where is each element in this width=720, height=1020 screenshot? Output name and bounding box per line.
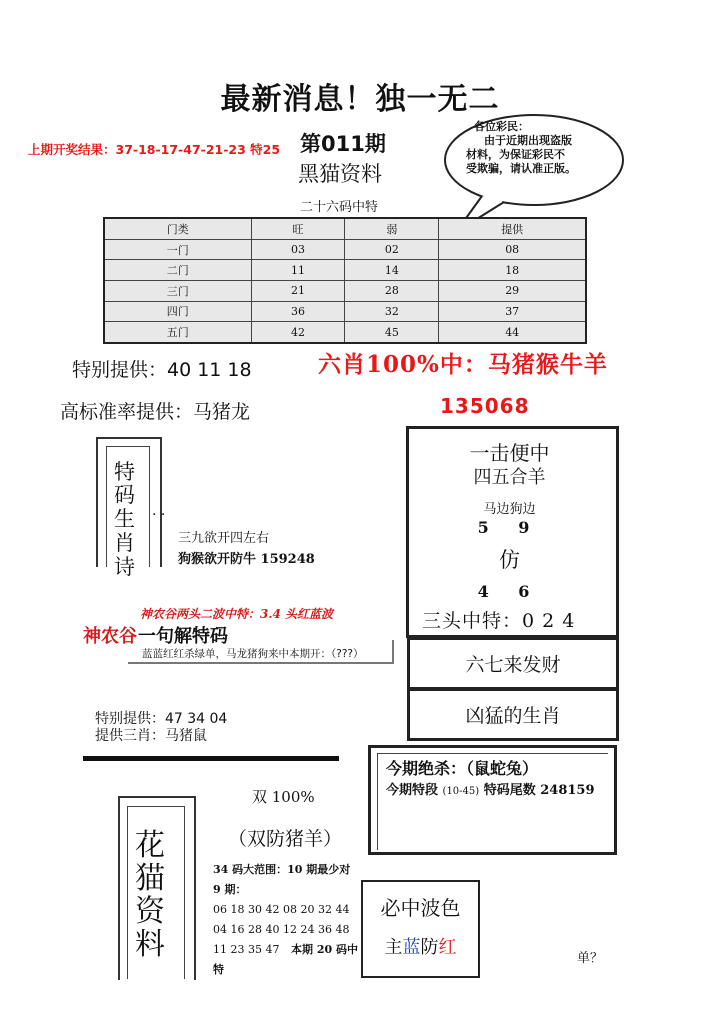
range-line-1: 34 码大范围：10 期最少对 xyxy=(213,863,351,876)
fortune-text: 六七来发财 xyxy=(465,654,561,676)
range-line-end: 本期 20 码中 xyxy=(290,943,358,956)
flower-cat-char: 花 xyxy=(135,828,165,863)
table-cell: 五门 xyxy=(104,322,251,343)
kill-tail-numbers: 特码尾数 248159 xyxy=(483,783,595,798)
table-cell: 二门 xyxy=(104,260,251,281)
notice-line-3: 材料，为保证彩民不 xyxy=(466,148,565,161)
table-row xyxy=(104,280,586,301)
range-34-block xyxy=(213,860,363,980)
table-row xyxy=(104,239,586,260)
shennong-text: 蓝蓝红红杀绿单，马龙猪狗来中本期开：（???） xyxy=(142,648,364,660)
table-cell: 四门 xyxy=(104,301,251,322)
range-numbers-2: 04 16 28 40 12 24 36 48 xyxy=(213,923,350,936)
table-cell: 08 xyxy=(439,239,586,260)
one-hit-line-6: 4 6 xyxy=(477,582,542,601)
kill-segment-label: 今期特段 xyxy=(386,783,439,798)
one-hit-line-3: 马边狗边 xyxy=(483,502,536,517)
table-row xyxy=(104,322,586,343)
poem-dots: . . xyxy=(152,503,166,519)
poem-title-char: 诗 xyxy=(114,555,135,579)
flower-cat-char: 猫 xyxy=(135,861,165,896)
table-row xyxy=(104,301,586,322)
poem-title-char: 特 xyxy=(114,460,135,484)
page-title: 最新消息！独一无二 xyxy=(220,82,500,117)
poem-title-char: 生 xyxy=(114,507,135,531)
shennong-red-line: 神农谷两头二波中特：3.4 头红蓝波 xyxy=(140,607,334,621)
high-rate-provide: 高标准率提供：马猪龙 xyxy=(60,401,251,423)
table-cell: 28 xyxy=(345,280,439,301)
table-row xyxy=(104,260,586,281)
one-hit-line-2: 四五合羊 xyxy=(473,467,546,488)
notice-line-2: 由于近期出现盗版 xyxy=(484,134,572,147)
kill-line-1: 今期绝杀：（鼠蛇兔） xyxy=(386,759,539,778)
last-draw-result: 上期开奖结果：37-18-17-47-21-23 特25 xyxy=(28,142,281,157)
flower-cat-char: 料 xyxy=(135,927,165,962)
table-header: 提供 xyxy=(439,218,586,239)
data-source-name: 黑猫资料 xyxy=(298,162,382,186)
table-header: 旺 xyxy=(251,218,345,239)
flower-cat-char: 资 xyxy=(135,894,165,929)
poem-title-char: 肖 xyxy=(114,531,135,555)
wave-color-sub xyxy=(361,933,480,959)
table-cell: 42 xyxy=(251,322,345,343)
table-cell: 14 xyxy=(345,260,439,281)
wave-guard-label: 防 xyxy=(420,937,439,958)
double-100: 双 100% xyxy=(252,788,315,806)
one-hit-line-4: 5 9 xyxy=(477,518,542,537)
poem-line-2: 狗猴欲开防牛 159248 xyxy=(178,552,315,567)
six-zodiac-headline: 六肖100%中：马猪猴牛羊 xyxy=(318,351,608,378)
range-numbers-3: 11 23 35 47 xyxy=(213,943,280,956)
table-cell: 44 xyxy=(439,322,586,343)
wave-blue-label: 蓝 xyxy=(402,937,421,958)
table-header: 门类 xyxy=(104,218,251,239)
three-heads-line: 三头中特：0 2 4 xyxy=(422,610,576,632)
kill-segment-range: (10-45) xyxy=(442,786,480,797)
table-cell: 02 xyxy=(345,239,439,260)
anti-piracy-notice xyxy=(466,120,606,176)
table-cell: 32 xyxy=(345,301,439,322)
red-number: 135068 xyxy=(440,394,530,418)
range-line-5 xyxy=(213,940,363,960)
kill-line-2 xyxy=(386,779,595,798)
one-hit-line-5: 仿 xyxy=(499,548,520,572)
table-cell: 三门 xyxy=(104,280,251,301)
issue-number: 第011期 xyxy=(300,132,386,156)
shennong-title-red: 神农谷 xyxy=(83,626,137,647)
double-guard: （双防猪羊） xyxy=(228,828,343,850)
special-provide-1: 特别提供：40 11 18 xyxy=(72,359,252,381)
special-provide-2: 特别提供：47 34 04 xyxy=(95,711,228,727)
fierce-zodiac-text: 凶猛的生肖 xyxy=(465,705,561,727)
notice-line-4: 受欺骗，请认准正版。 xyxy=(466,162,576,175)
table-cell: 21 xyxy=(251,280,345,301)
table-cell: 36 xyxy=(251,301,345,322)
wave-color-title: 必中波色 xyxy=(380,896,461,920)
poem-last-char-clip xyxy=(110,548,152,579)
range-line-last: 特 xyxy=(213,963,224,976)
one-hit-line-1: 一击便中 xyxy=(469,441,550,465)
wave-red-label: 红 xyxy=(438,937,457,958)
table-cell: 37 xyxy=(439,301,586,322)
table-header: 弱 xyxy=(345,218,439,239)
main-table xyxy=(103,217,587,344)
shennong-title-black: 一句解特码 xyxy=(138,626,228,647)
table-cell: 18 xyxy=(439,260,586,281)
table-subtitle: 二十六码中特 xyxy=(300,200,379,215)
table-cell: 一门 xyxy=(104,239,251,260)
single-question: 单？ xyxy=(577,951,604,966)
table-cell: 11 xyxy=(251,260,345,281)
table-cell: 45 xyxy=(345,322,439,343)
range-line-2: 9 期： xyxy=(213,883,247,896)
poem-line-1: 三九欲开四左右 xyxy=(178,531,270,546)
notice-line-1: 各位彩民： xyxy=(474,120,529,133)
divider-line xyxy=(83,756,339,761)
table-header-row xyxy=(104,218,586,239)
table-cell: 29 xyxy=(439,280,586,301)
table-cell: 03 xyxy=(251,239,345,260)
wave-main-label: 主 xyxy=(384,937,403,958)
three-zodiac: 提供三肖：马猪鼠 xyxy=(95,728,207,744)
range-numbers-1: 06 18 30 42 08 20 32 44 xyxy=(213,903,350,916)
poem-title-char: 码 xyxy=(114,483,135,507)
